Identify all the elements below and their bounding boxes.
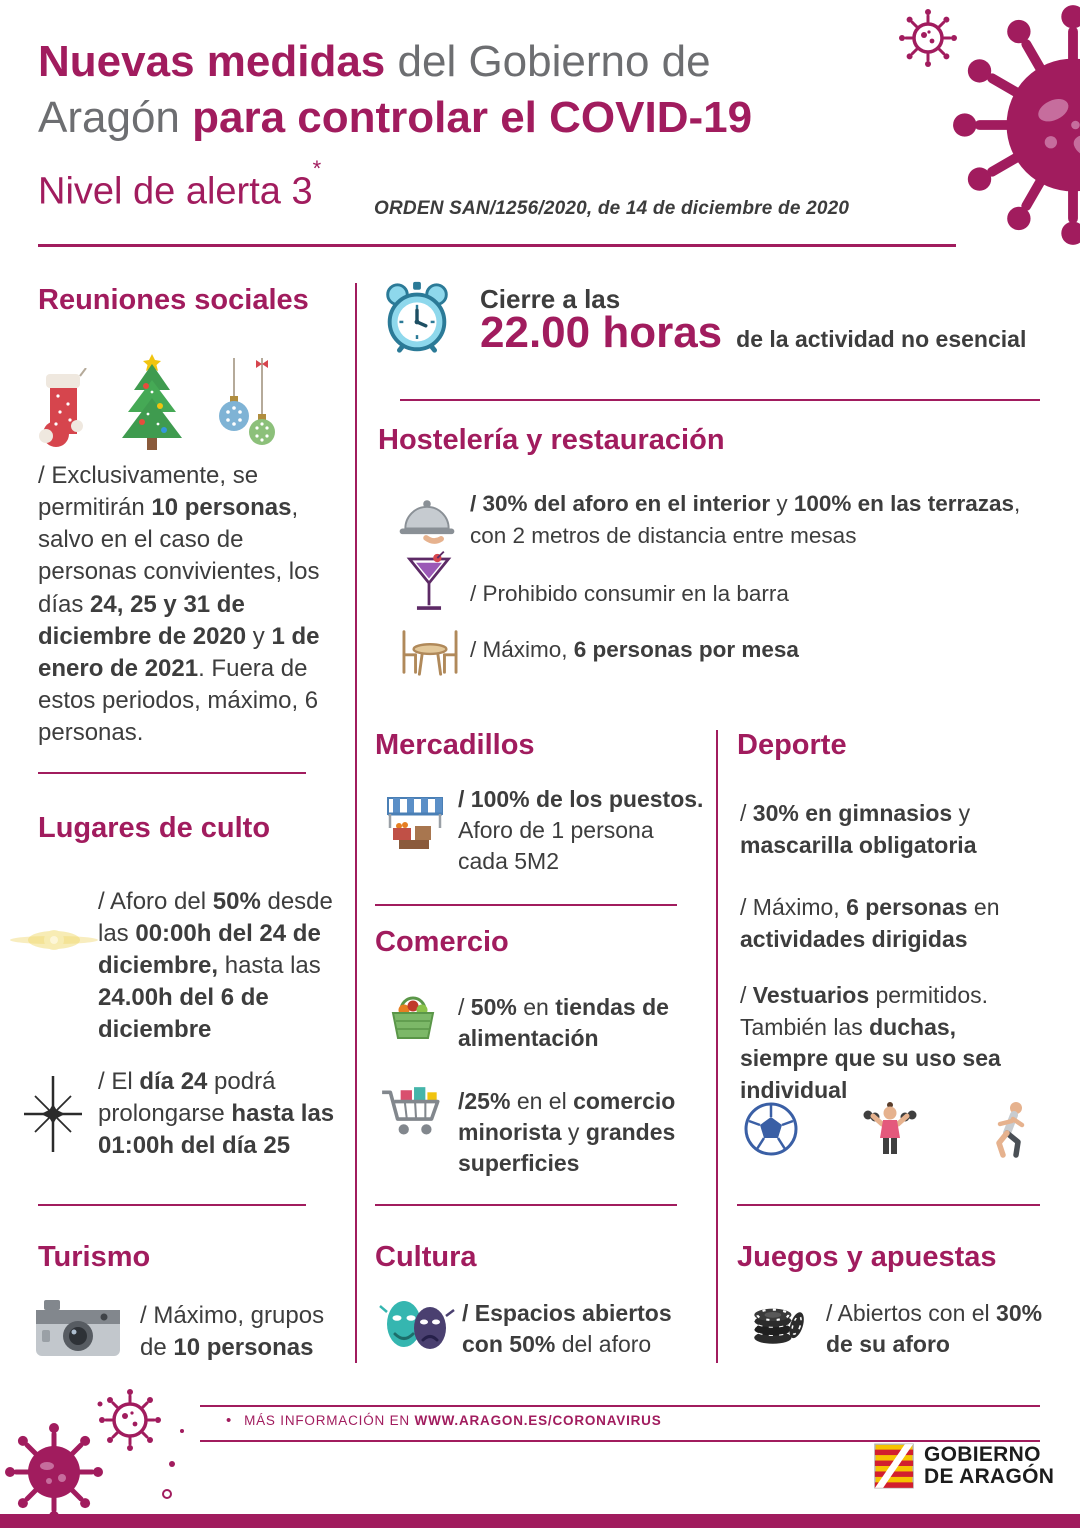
alert-level [38, 156, 322, 214]
bottom-accent-bar [0, 1514, 1080, 1528]
cocktail-icon [404, 550, 454, 618]
star-sparkle-icon [20, 1074, 86, 1154]
divider [375, 904, 677, 906]
comercio-item-1: / 50% en tiendas de alimentación [458, 994, 669, 1052]
divider [38, 772, 306, 774]
deporte-item-1: / 30% en gimnasios y mascarilla obligatoria [740, 800, 977, 858]
culto-item-2: / El día 24 podrá prolongarse hasta las 01:00h del día 25 [98, 1068, 335, 1159]
alarm-clock-icon [376, 278, 458, 360]
gobierno-aragon-logo [874, 1443, 1054, 1489]
alert-level-text: Nivel de alerta 3 [38, 170, 313, 213]
market-stall-icon [382, 792, 448, 854]
section-title-deporte: Deporte [737, 729, 847, 761]
poker-chips-icon [746, 1292, 808, 1348]
festive-icons-row [36, 332, 332, 456]
divider [716, 730, 718, 1363]
culto-item-1: / Aforo del 50% desde las 00:00h del 24 de diciembre, hasta las 24.00h del 6 de diciembre [98, 888, 333, 1043]
section-title-juegos: Juegos y apuestas [737, 1241, 997, 1273]
section-title-comercio: Comercio [375, 926, 509, 958]
juegos-body: / Abiertos con el 30% de su aforo [826, 1300, 1043, 1358]
table-chairs-icon [392, 624, 468, 678]
virus-decoration-large-icon [950, 2, 1080, 248]
reuniones-body: / Exclusivamente, se permitirán 10 personas, salvo en el caso de personas convivientes, los días 24, 25 y 31 de diciembre de 2020 y 1 de enero de 2021. Fuera de estos periodos, máximo, 6 personas. [38, 462, 320, 747]
logo-line-1: GOBIERNO [924, 1442, 1041, 1466]
section-title-hosteleria: Hostelería y restauración [378, 424, 725, 456]
order-reference: ORDEN SAN/1256/2020, de 14 de diciembre de 2020 [374, 198, 850, 219]
divider [200, 1440, 1040, 1442]
header-divider [38, 244, 956, 247]
hosteleria-item-1: / 30% del aforo en el interior y 100% en las terrazas, con 2 metros de distancia entre mesas [470, 491, 1021, 548]
hosteleria-item-3: / Máximo, 6 personas por mesa [470, 637, 799, 662]
section-title-reuniones: Reuniones sociales [38, 284, 309, 316]
ornaments-icon [212, 358, 284, 456]
divider [38, 1204, 306, 1206]
footer-info [226, 1412, 662, 1429]
grocery-basket-icon [382, 988, 444, 1046]
cultura-body: / Espacios abiertos con 50% del aforo [462, 1300, 672, 1358]
gobierno-aragon-wordmark [924, 1444, 1054, 1489]
divider [400, 399, 1040, 401]
mercadillos-body: / 100% de los puestos. Aforo de 1 persona cada 5M2 [458, 786, 704, 875]
divider [375, 1204, 677, 1206]
turismo-body: / Máximo, grupos de 10 personas [140, 1302, 325, 1361]
alert-asterisk: * [312, 156, 322, 181]
closure-time: 22.00 horas [480, 308, 723, 357]
camera-icon [34, 1296, 122, 1360]
page-title-line-1: Nuevas medidas del Gobierno de [38, 37, 711, 86]
theater-masks-icon [378, 1294, 456, 1358]
footer-info-text: MÁS INFORMACIÓN EN WWW.ARAGON.ES/CORONAVIRUS [244, 1413, 662, 1428]
closure-time-row [480, 308, 1026, 358]
section-title-cultura: Cultura [375, 1241, 477, 1273]
deporte-item-3: / Vestuarios permitidos. También las duchas, siempre que su uso sea individual [740, 982, 1001, 1104]
divider [355, 283, 357, 1363]
weightlifter-icon [861, 1098, 919, 1160]
serving-dome-icon [394, 490, 460, 550]
section-title-mercadillos: Mercadillos [375, 729, 535, 761]
footer-bullet: • [226, 1412, 233, 1429]
virus-decoration-bottom-icon [2, 1386, 206, 1518]
page-title [38, 34, 752, 147]
closure-suffix: de la actividad no esencial [736, 326, 1027, 352]
divider [200, 1405, 1040, 1407]
deporte-icons-row [742, 1092, 1038, 1166]
closure-intro: Cierre a las [480, 284, 621, 314]
section-title-turismo: Turismo [38, 1241, 151, 1273]
aragon-flag-icon [874, 1443, 914, 1489]
hosteleria-item-2: / Prohibido consumir en la barra [470, 581, 789, 606]
candle-glow-icon [6, 912, 102, 968]
section-title-culto: Lugares de culto [38, 812, 271, 844]
christmas-tree-icon [110, 352, 194, 456]
logo-line-2: DE ARAGÓN [924, 1465, 1055, 1488]
christmas-stocking-icon [36, 368, 92, 456]
page-title-line-2: Aragón para controlar el COVID-19 [38, 93, 753, 143]
comercio-item-2: /25% en el comercio minorista y grandes superficies [458, 1088, 676, 1177]
soccer-ball-icon [742, 1100, 800, 1158]
divider [737, 1204, 1040, 1206]
deporte-item-2: / Máximo, 6 personas en actividades dirigidas [740, 894, 1000, 952]
shopping-cart-icon [378, 1084, 448, 1150]
runner-icon [980, 1098, 1038, 1160]
